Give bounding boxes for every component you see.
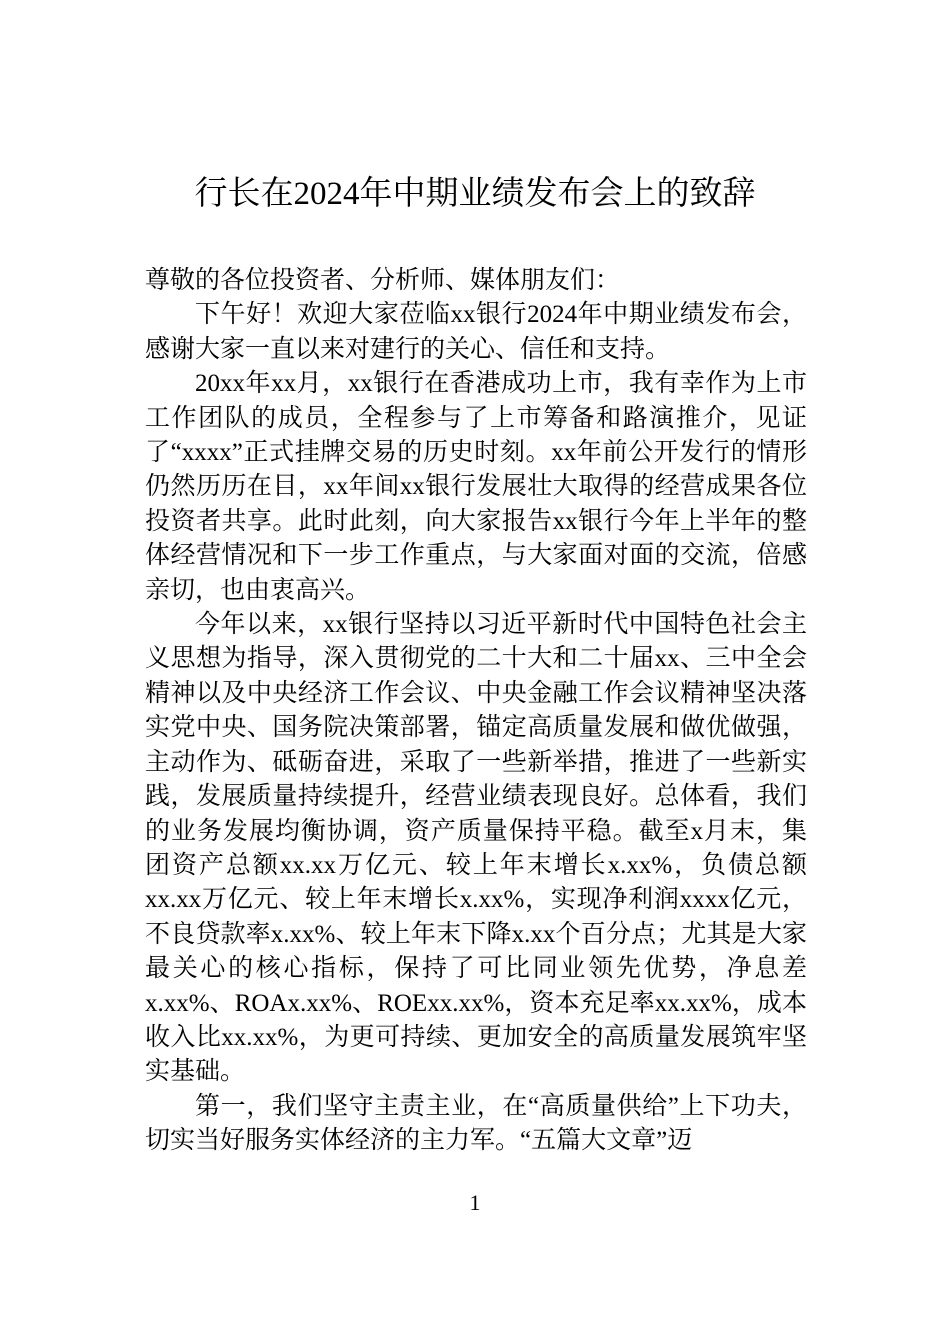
paragraph: 今年以来，xx银行坚持以习近平新时代中国特色社会主义思想为指导，深入贯彻党的二十大和二十届xx、三中全会精神以及中央经济工作会议、中央金融工作会议精神坚决落实党中央、国务院决策部署，锚定高质量发展和做优做强，主动作为、砥砺奋进，采取了一些新举措，推进了一些新实践，发展质量持续提升，经营业绩表现良好。总体看，我们的业务发展均衡协调，资产质量保持平稳。截至x月末，集团资产总额xx.xx万亿元、较上年末增长x.xx%，负债总额xx.xx万亿元、较上年末增长x.xx%，实现净利润xxxx亿元，不良贷款率x.xx%、较上年末下降x.xx个百分点；尤其是大家最关心的核心指标，保持了可比同业领先优势，净息差x.xx%、ROAx.xx%、ROExx.xx%，资本充足率xx.xx%，成本收入比xx.xx%，为更可持续、更加安全的高质量发展筑牢坚实基础。 [145,611,807,1086]
paragraph: 第一，我们坚守主责主业，在“高质量供给”上下功夫，切实当好服务实体经济的主力军。“五篇大文章”迈 [145,1092,807,1155]
salutation: 尊敬的各位投资者、分析师、媒体朋友们： [145,267,621,294]
paragraph: 20xx年xx月，xx银行在香港成功上市，我有幸作为上市工作团队的成员，全程参与了上市筹备和路演推介，见证了“xxxx”正式挂牌交易的历史时刻。xx年前公开发行的情形仍然历历在目，xx年间xx银行发展壮大取得的经营成果各位投资者共享。此时此刻，向大家报告xx银行今年上半年的整体经营情况和下一步工作重点，与大家面对面的交流，倍感亲切，也由衷高兴。 [145,370,807,604]
page-number: 1 [469,1190,481,1215]
paragraph: 下午好！欢迎大家莅临xx银行2024年中期业绩发布会，感谢大家一直以来对建行的关心、信任和支持。 [145,301,807,363]
document-title: 行长在2024年中期业绩发布会上的致辞 [194,176,756,212]
document-body [145,264,807,1159]
